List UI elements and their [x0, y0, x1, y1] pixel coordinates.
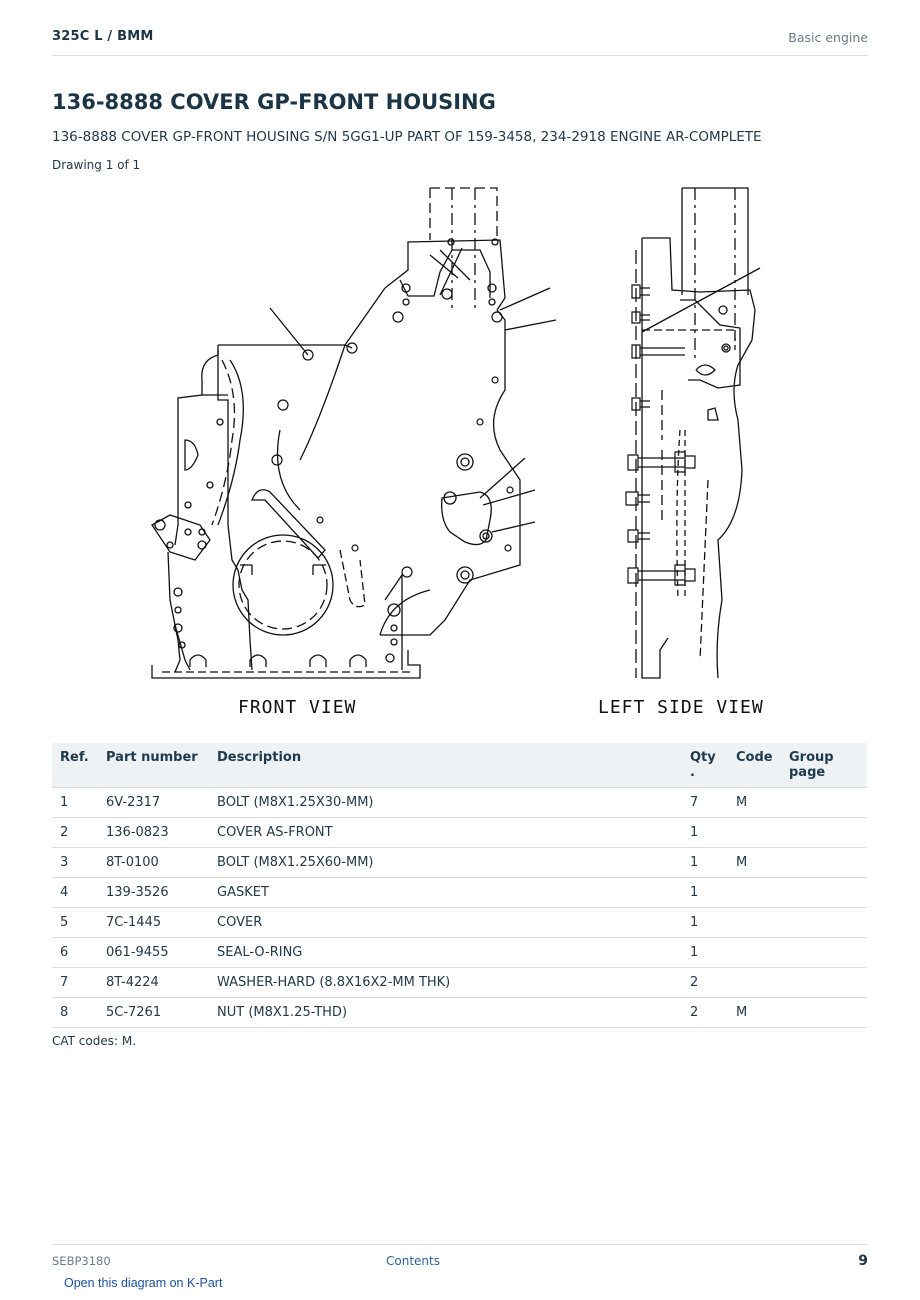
cell-ref: 5	[52, 908, 106, 938]
table-row	[52, 998, 867, 1028]
cell-part-number: 6V-2317	[106, 788, 217, 818]
col-ref: Ref.	[52, 743, 106, 788]
cell-part-number: 139-3526	[106, 878, 217, 908]
cell-qty: 7	[690, 788, 736, 818]
cell-code	[736, 968, 789, 998]
table-row	[52, 848, 867, 878]
front-view-label: FRONT VIEW	[238, 697, 357, 718]
cell-qty: 1	[690, 938, 736, 968]
cell-ref: 4	[52, 878, 106, 908]
page-subtitle: 136-8888 COVER GP-FRONT HOUSING S/N 5GG1-UP PART OF 159-3458, 234-2918 ENGINE AR-COMPLETE	[52, 129, 762, 145]
cell-qty: 1	[690, 908, 736, 938]
cell-qty: 1	[690, 848, 736, 878]
cell-ref: 3	[52, 848, 106, 878]
cell-description: COVER AS-FRONT	[217, 818, 690, 848]
cell-qty: 2	[690, 968, 736, 998]
table-header-row	[52, 743, 867, 788]
cell-part-number: 7C-1445	[106, 908, 217, 938]
parts-table	[52, 743, 867, 1028]
cell-part-number: 061-9455	[106, 938, 217, 968]
front-view-drawing	[152, 188, 556, 678]
cell-part-number: 5C-7261	[106, 998, 217, 1028]
cell-description: NUT (M8X1.25-THD)	[217, 998, 690, 1028]
table-row	[52, 968, 867, 998]
cell-ref: 1	[52, 788, 106, 818]
page-title: 136-8888 COVER GP-FRONT HOUSING	[52, 90, 496, 114]
cell-code	[736, 878, 789, 908]
cat-codes-note: CAT codes: M.	[52, 1034, 137, 1048]
parts-diagram	[140, 180, 790, 725]
contents-link[interactable]: Contents	[386, 1254, 440, 1268]
cell-ref: 2	[52, 818, 106, 848]
cell-qty: 1	[690, 878, 736, 908]
page-header	[52, 29, 868, 56]
drawing-count: Drawing 1 of 1	[52, 158, 141, 172]
model-label: 325C L / BMM	[52, 29, 154, 44]
cell-ref: 7	[52, 968, 106, 998]
side-view-label: LEFT SIDE VIEW	[598, 697, 764, 718]
cell-group-page	[789, 818, 867, 848]
cell-part-number: 136-0823	[106, 818, 217, 848]
cell-group-page	[789, 938, 867, 968]
cell-code	[736, 938, 789, 968]
cell-description: WASHER-HARD (8.8X16X2-MM THK)	[217, 968, 690, 998]
table-row	[52, 938, 867, 968]
col-code: Code	[736, 743, 789, 788]
cell-part-number: 8T-4224	[106, 968, 217, 998]
side-view-drawing	[626, 188, 760, 678]
cell-qty: 1	[690, 818, 736, 848]
open-kpart-link[interactable]: Open this diagram on K-Part	[64, 1276, 223, 1290]
cell-part-number: 8T-0100	[106, 848, 217, 878]
cell-qty: 2	[690, 998, 736, 1028]
cell-code	[736, 818, 789, 848]
section-label: Basic engine	[788, 30, 868, 45]
table-row	[52, 788, 867, 818]
table-row	[52, 818, 867, 848]
cell-description: GASKET	[217, 878, 690, 908]
cell-ref: 8	[52, 998, 106, 1028]
table-row	[52, 908, 867, 938]
page-number: 9	[858, 1253, 868, 1269]
cell-group-page	[789, 848, 867, 878]
cell-group-page	[789, 908, 867, 938]
doc-id: SEBP3180	[52, 1254, 111, 1268]
col-qty: Qty .	[690, 743, 736, 788]
cell-group-page	[789, 788, 867, 818]
col-part-number: Part number	[106, 743, 217, 788]
page-footer	[52, 1244, 868, 1275]
cell-description: COVER	[217, 908, 690, 938]
table-row	[52, 878, 867, 908]
cell-description: SEAL-O-RING	[217, 938, 690, 968]
cell-group-page	[789, 998, 867, 1028]
cell-code: M	[736, 848, 789, 878]
cell-code: M	[736, 998, 789, 1028]
cell-description: BOLT (M8X1.25X30-MM)	[217, 788, 690, 818]
cell-group-page	[789, 878, 867, 908]
col-description: Description	[217, 743, 690, 788]
col-group-page: Group page	[789, 743, 867, 788]
cell-description: BOLT (M8X1.25X60-MM)	[217, 848, 690, 878]
cell-code	[736, 908, 789, 938]
cell-group-page	[789, 968, 867, 998]
cell-code: M	[736, 788, 789, 818]
cell-ref: 6	[52, 938, 106, 968]
